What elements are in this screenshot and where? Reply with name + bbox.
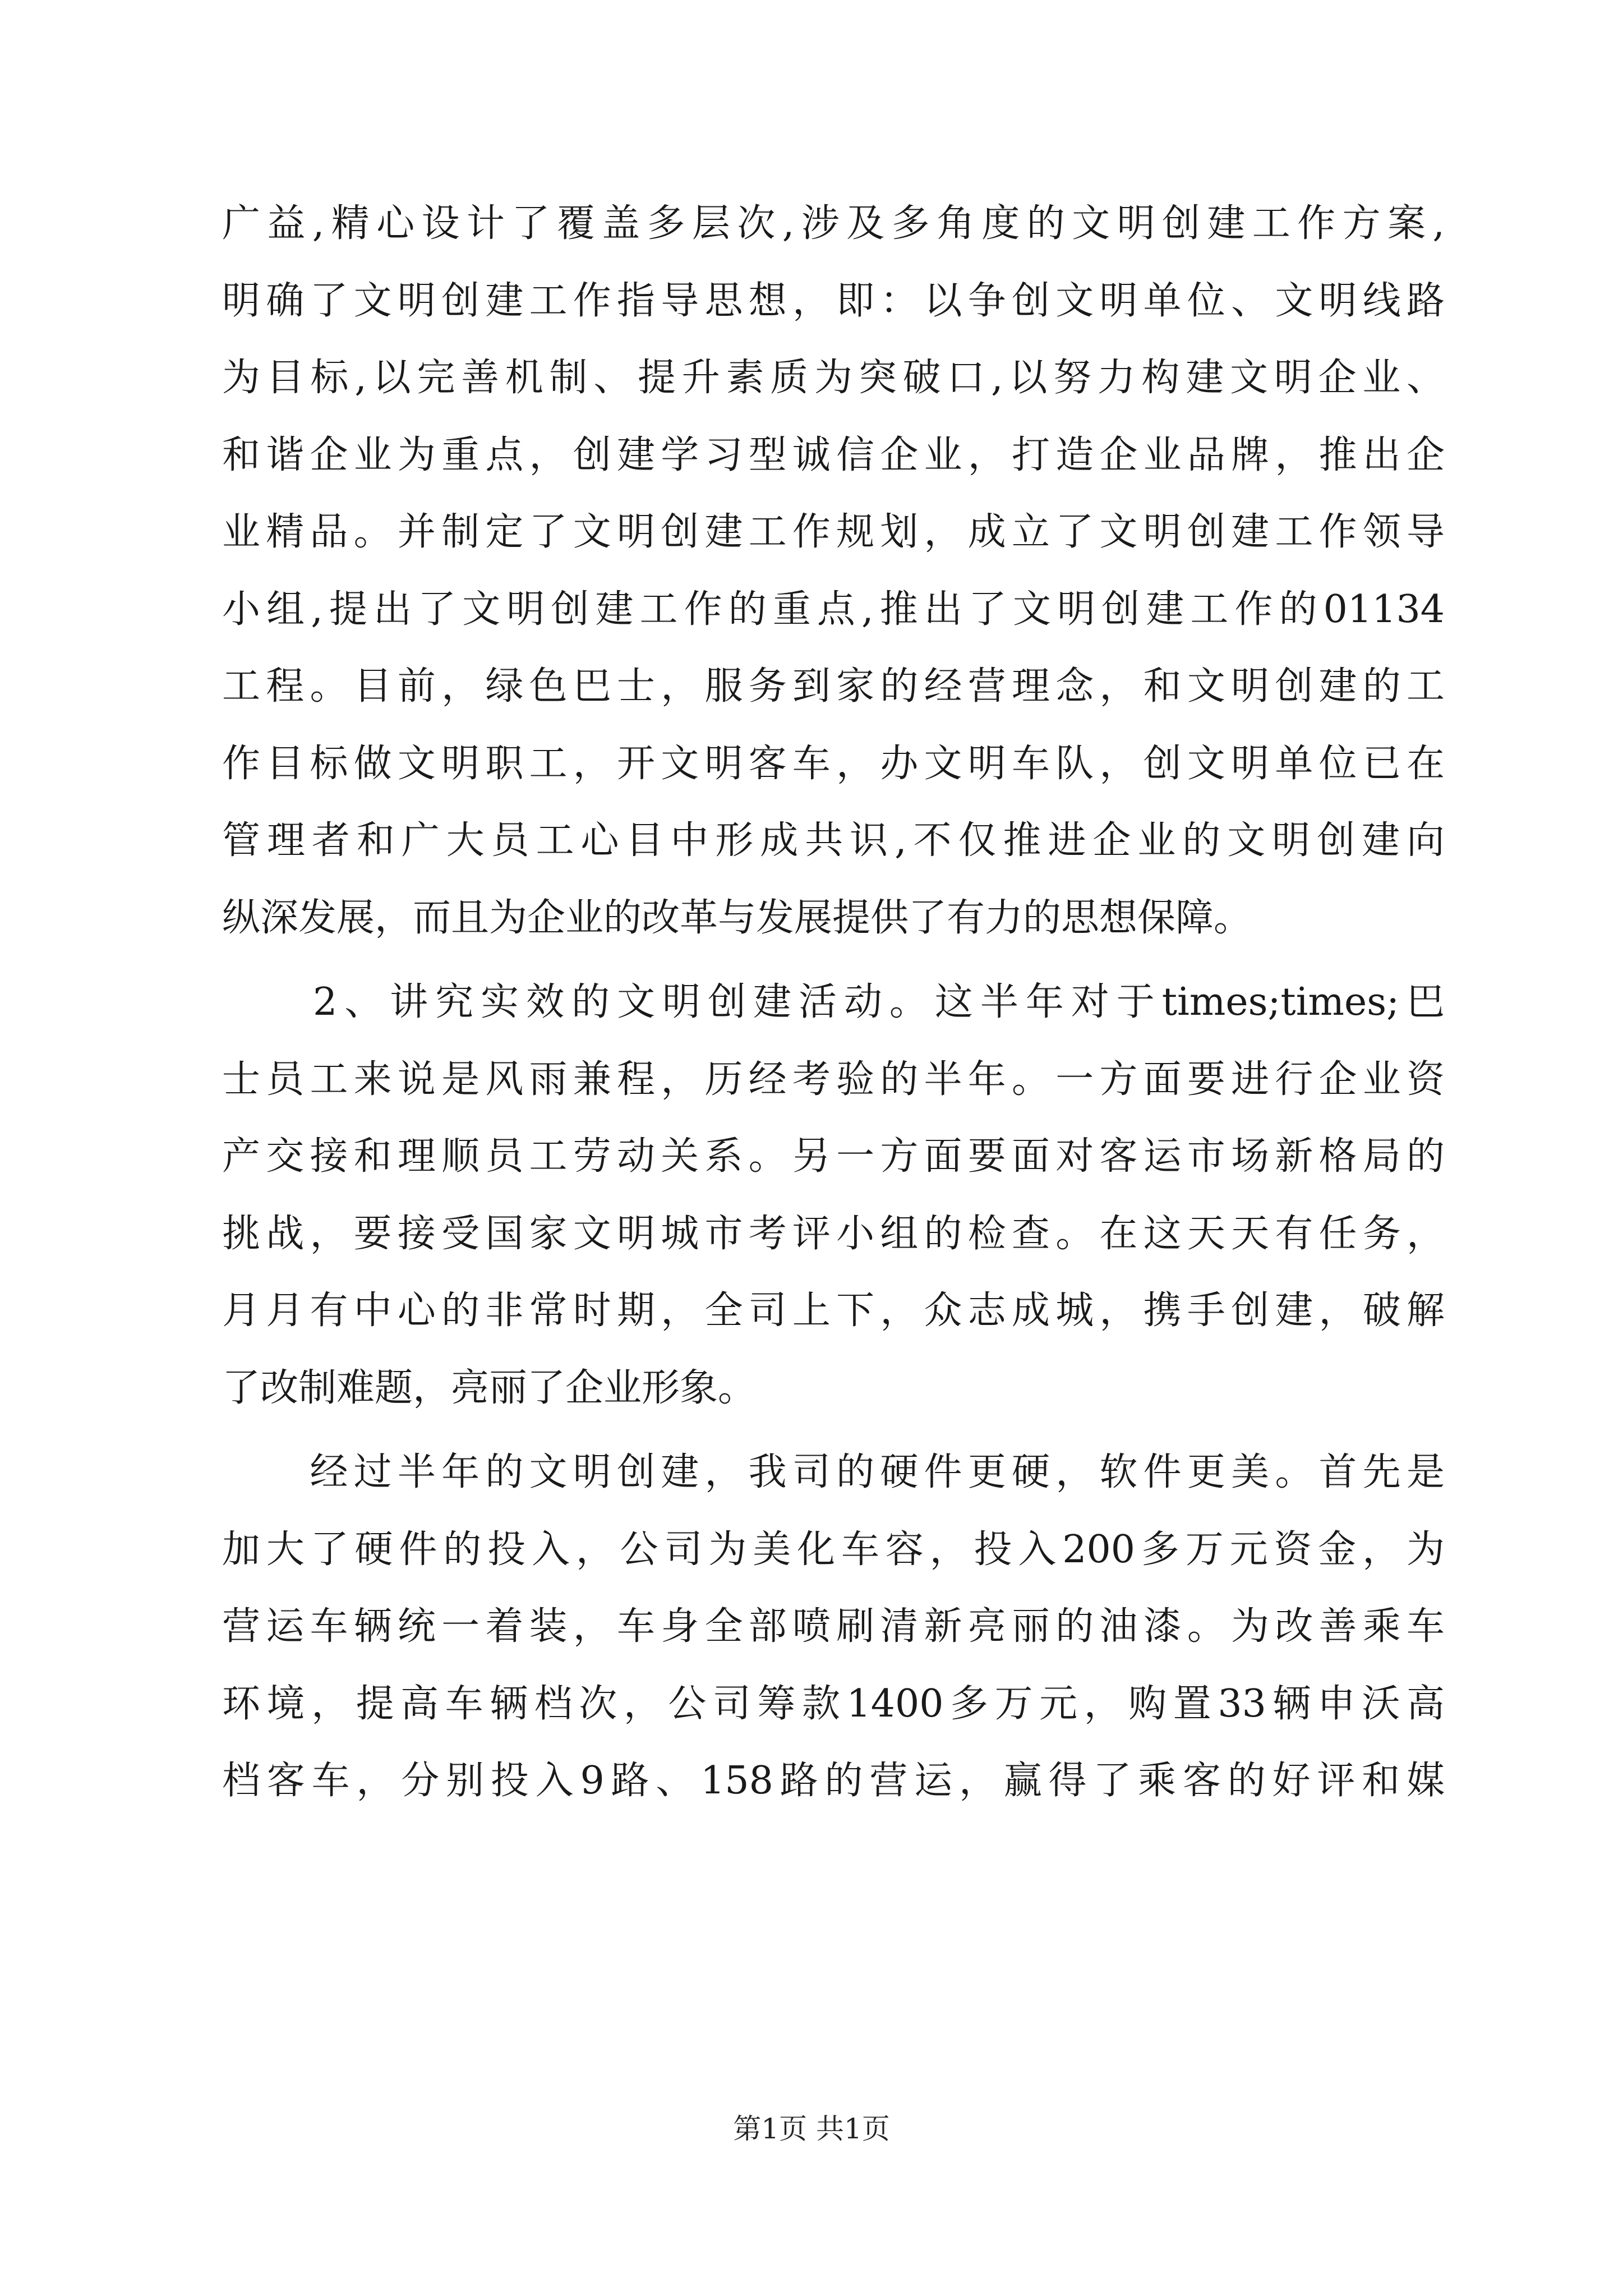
text-line: 月月有中心的非常时期，全司上下，众志成城，携手创建，破解 [222, 1289, 1445, 1333]
text-line: 作目标做文明职工，开文明客车，办文明车队，创文明单位已在 [222, 741, 1445, 786]
paragraph [222, 1434, 1445, 1820]
text-line: 环境，提高车辆档次，公司筹款1400多万元，购置33辆申沃高 [222, 1681, 1445, 1726]
paragraph [222, 964, 1445, 1427]
text-line: 为目标,以完善机制、提升素质为突破口,以努力构建文明企业、 [222, 356, 1445, 400]
text-line: 了改制难题，亮丽了企业形象。 [222, 1365, 757, 1410]
text-line: 挑战，要接受国家文明城市考评小组的检查。在这天天有任务， [222, 1211, 1445, 1256]
text-line: 档客车，分别投入9路、158路的营运，赢得了乘客的好评和媒 [222, 1759, 1445, 1803]
text-line: 明确了文明创建工作指导思想，即：以争创文明单位、文明线路 [222, 278, 1445, 323]
text-line: 纵深发展，而且为企业的改革与发展提供了有力的思想保障。 [222, 895, 1252, 940]
document-body [222, 185, 1445, 1820]
page-footer: 第1页 共1页 [733, 2113, 890, 2145]
text-line: 经过半年的文明创建，我司的硬件更硬，软件更美。首先是 [222, 1450, 1445, 1494]
paragraph [222, 185, 1445, 956]
text-line: 小组,提出了文明创建工作的重点,推出了文明创建工作的01134 [222, 587, 1445, 632]
text-line: 业精品。并制定了文明创建工作规划，成立了文明创建工作领导 [222, 510, 1445, 554]
text-line: 加大了硬件的投入，公司为美化车容，投入200多万元资金，为 [222, 1527, 1445, 1572]
text-line: 产交接和理顺员工劳动关系。另一方面要面对客运市场新格局的 [222, 1134, 1445, 1179]
text-line: 士员工来说是风雨兼程，历经考验的半年。一方面要进行企业资 [222, 1057, 1445, 1102]
text-line: 广益,精心设计了覆盖多层次,涉及多角度的文明创建工作方案, [222, 201, 1445, 246]
text-line: 管理者和广大员工心目中形成共识,不仅推进企业的文明创建向 [222, 818, 1445, 863]
text-line: 2、讲究实效的文明创建活动。这半年对于times;times;巴 [222, 980, 1445, 1024]
paragraph-gap [222, 956, 1445, 964]
text-line: 工程。目前，绿色巴士，服务到家的经营理念，和文明创建的工 [222, 664, 1445, 708]
text-line: 营运车辆统一着装，车身全部喷刷清新亮丽的油漆。为改善乘车 [222, 1604, 1445, 1649]
text-line: 和谐企业为重点，创建学习型诚信企业，打造企业品牌，推出企 [222, 432, 1445, 477]
paragraph-gap [222, 1427, 1445, 1434]
